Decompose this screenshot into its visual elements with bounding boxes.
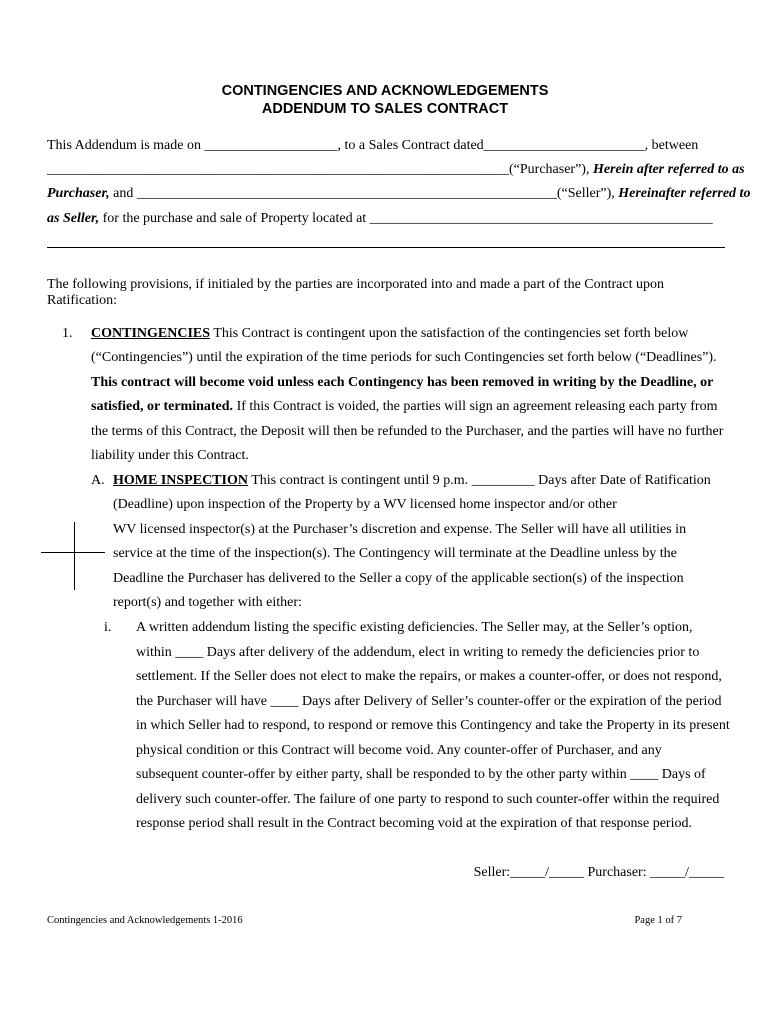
- home-inspection-line-1-text: This contract is contingent until 9 p.m. _________ Days after Date of Ratification: [247, 473, 711, 488]
- title-line-1: CONTINGENCIES AND ACKNOWLEDGEMENTS: [221, 83, 549, 99]
- item-i-line-1: A written addendum listing the specific existing deficiencies. The Seller may, at the Seller’s option,: [136, 620, 693, 635]
- home-inspection-line-1: [113, 473, 711, 489]
- item-i-line-4: the Purchaser will have ____ Days after Delivery of Seller’s counter-offer or the expiration of the period: [136, 694, 722, 709]
- crosshair-horizontal: [41, 552, 105, 553]
- item-i-line-6: physical condition or this Contract will become void. Any counter-offer of Purchaser, and any: [136, 743, 662, 758]
- crosshair-vertical: [74, 522, 75, 590]
- property-location: for the purchase and sale of Property located at _________________________________________________: [99, 211, 713, 226]
- item-i-line-8: delivery such counter-offer. The failure of one party to respond to such counter-offer within the required: [136, 792, 720, 807]
- section1-line-2: (“Contingencies”) until the expiration of the time periods for such Contingencies set forth below (“Deadlines”).: [91, 350, 717, 365]
- section1-line-6: liability under this Contract.: [91, 448, 249, 463]
- provisions-line-2: Ratification:: [47, 293, 117, 308]
- section1-line-4: [91, 399, 717, 415]
- section1-line-5: the terms of this Contract, the Deposit will then be refunded to the Purchaser, and the parties will have no further: [91, 424, 724, 439]
- section1-line-4-bold: satisfied, or terminated.: [91, 399, 234, 414]
- seller-term: as Seller,: [47, 211, 100, 226]
- home-inspection-heading: HOME INSPECTION: [113, 473, 248, 488]
- seller-blank: and ____________________________________________________________(“Seller”),: [109, 186, 619, 201]
- section1-line-1: [91, 326, 688, 342]
- contingencies-heading: CONTINGENCIES: [91, 326, 211, 341]
- home-inspection-line-4: service at the time of the inspection(s). The Contingency will terminate at the Deadline unless by the: [113, 546, 677, 561]
- intro-line-1: This Addendum is made on ___________________, to a Sales Contract dated_______________________, between: [47, 138, 699, 153]
- item-i-line-2: within ____ Days after delivery of the addendum, elect in writing to remedy the deficiencies prior to: [136, 645, 700, 660]
- intro-line-4: [47, 211, 713, 227]
- footer-left: Contingencies and Acknowledgements 1-2016: [47, 915, 243, 926]
- purchaser-term: Purchaser,: [47, 186, 110, 201]
- item-i-line-5: in which Seller had to respond, to respond or remove this Contingency and take the Property in its present: [136, 718, 730, 733]
- provisions-line-1: The following provisions, if initialed by the parties are incorporated into and made a part of the Contract upon: [47, 277, 664, 292]
- seller-referral: Hereinafter referred to: [618, 186, 751, 201]
- item-i-line-9: response period shall result in the Contract becoming void at the expiration of that response period.: [136, 816, 692, 831]
- intro-line-2: [47, 162, 745, 178]
- property-address-line: [47, 247, 725, 248]
- home-inspection-line-5: Deadline the Purchaser has delivered to the Seller a copy of the applicable section(s) of the inspection: [113, 571, 684, 586]
- intro-line-3: [47, 186, 750, 202]
- item-i-line-7: subsequent counter-offer by either party, shall be responded to by the other party within ____ Days of: [136, 767, 706, 782]
- item-i-line-3: settlement. If the Seller does not elect to make the repairs, or makes a counter-offer, or does not respond,: [136, 669, 722, 684]
- section-number: 1.: [62, 326, 73, 341]
- home-inspection-line-3: WV licensed inspector(s) at the Purchaser’s discretion and expense. The Seller will have all utilities in: [113, 522, 687, 537]
- home-inspection-line-2: (Deadline) upon inspection of the Property by a WV licensed home inspector and/or other: [113, 497, 617, 512]
- section1-line-3: This contract will become void unless each Contingency has been removed in writing by the Deadline, or: [91, 375, 714, 390]
- section1-line-4-text: If this Contract is voided, the parties will sign an agreement releasing each party from: [233, 399, 718, 414]
- title-line-2: ADDENDUM TO SALES CONTRACT: [261, 101, 509, 117]
- subsection-letter: A.: [91, 473, 105, 488]
- purchaser-blank: __________________________________________________________________(“Purchaser”),: [47, 162, 593, 177]
- purchaser-referral: Herein after referred to as: [592, 162, 745, 177]
- home-inspection-line-6: report(s) and together with either:: [113, 595, 302, 610]
- section1-line-1-text: This Contract is contingent upon the satisfaction of the contingencies set forth below: [210, 326, 689, 341]
- initials-line[interactable]: Seller:_____/_____ Purchaser: _____/_____: [473, 865, 724, 880]
- page-number: Page 1 of 7: [634, 915, 682, 926]
- item-numeral: i.: [104, 620, 112, 635]
